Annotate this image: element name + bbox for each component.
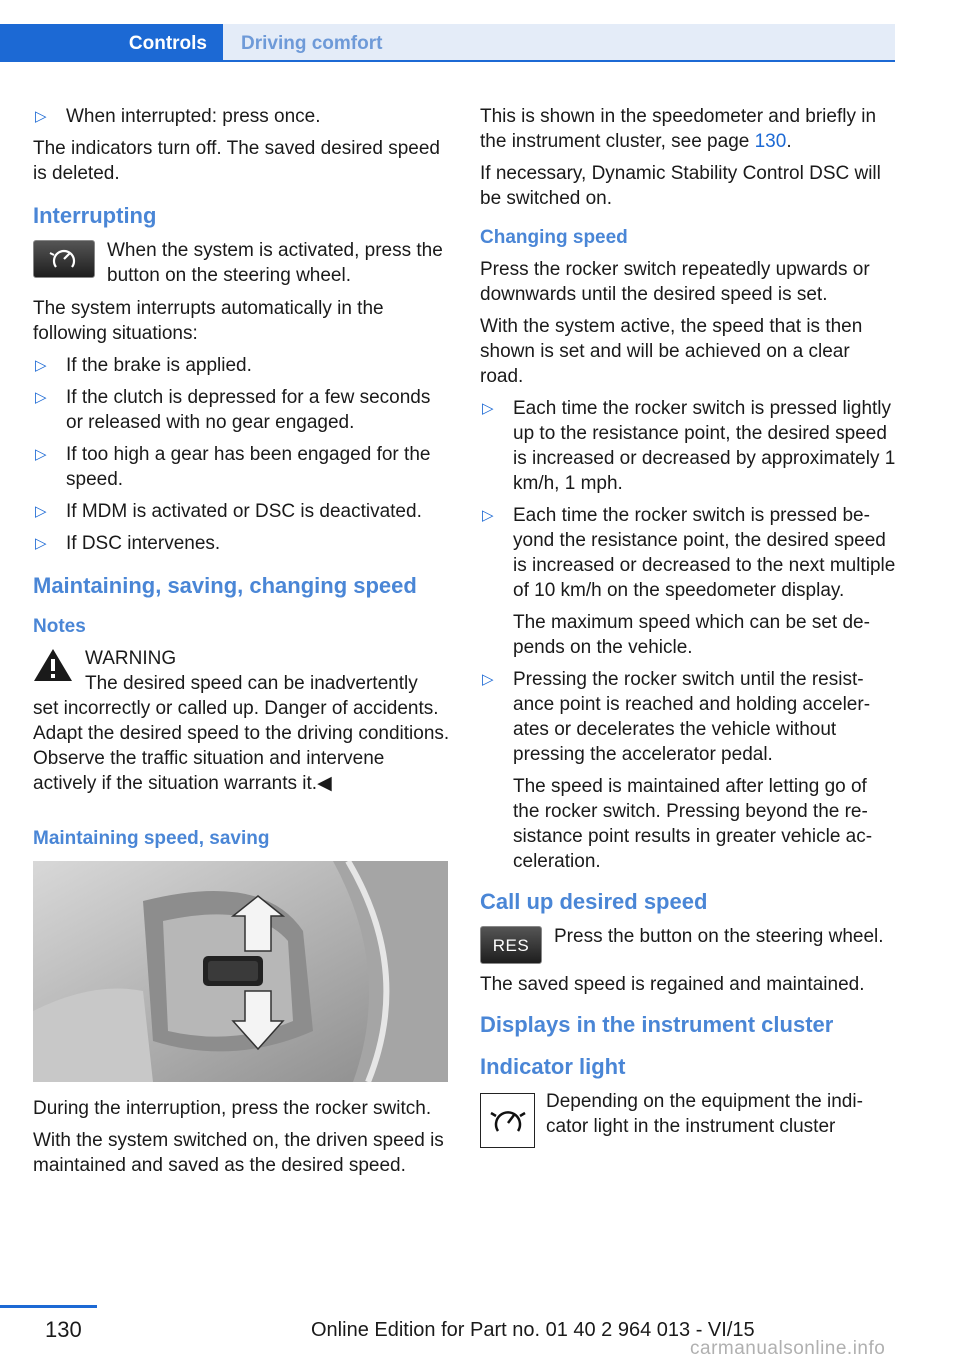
tab-controls[interactable]: Controls bbox=[0, 24, 223, 62]
cruise-indicator-light-icon bbox=[480, 1093, 535, 1148]
triangle-bullet-icon: ▷ bbox=[35, 389, 47, 406]
heading-indicator-light: Indicator light bbox=[480, 1054, 626, 1079]
steering-wheel-rocker-photo bbox=[33, 861, 448, 1082]
header-rule bbox=[0, 60, 895, 62]
paragraph: With the system active, the speed that is then shown is set and will be achieved on a clear road. bbox=[480, 316, 863, 387]
interrupt-bullets bbox=[33, 104, 451, 129]
list-item: ▷ When interrupted: press once. bbox=[35, 106, 321, 127]
warning-label: WARNING bbox=[85, 648, 177, 669]
triangle-bullet-icon: ▷ bbox=[35, 535, 47, 552]
list-item: ▷ Each time the rocker switch is pressed beyond the resistance point, the desired speed is increased or decreased to the next multiple of 10 km/h on the speedometer display. The maximum speed which can be set depends on the vehicle. bbox=[482, 505, 896, 658]
warning-first-line: The desired speed can be inadvertently bbox=[85, 673, 418, 694]
interrupt-instruction bbox=[33, 238, 451, 288]
paragraph: The system interrupts automatically in the following situations: bbox=[33, 298, 384, 344]
list-item: ▷ If MDM is activated or DSC is deactivated. bbox=[35, 501, 422, 522]
res-instruction bbox=[480, 924, 898, 964]
indicator-instruction bbox=[480, 1089, 898, 1148]
paragraph: During the interruption, press the rocker switch. bbox=[33, 1098, 432, 1119]
list-item: ▷ If DSC intervenes. bbox=[35, 533, 221, 554]
heading-notes: Notes bbox=[33, 616, 86, 637]
warning-block bbox=[33, 646, 451, 796]
page-link[interactable]: 130 bbox=[754, 131, 787, 152]
triangle-bullet-icon: ▷ bbox=[482, 671, 494, 688]
paragraph: The indicators turn off. The saved desired speed is deleted. bbox=[33, 138, 440, 184]
rocker-switch-list bbox=[480, 396, 898, 874]
page-header bbox=[0, 24, 895, 62]
heading-call-up-desired-speed: Call up desired speed bbox=[480, 889, 708, 914]
interrupt-icon-text: When the system is activated, press the button on the steering wheel. bbox=[107, 240, 443, 286]
heading-interrupting: Interrupting bbox=[33, 203, 157, 228]
triangle-bullet-icon: ▷ bbox=[35, 357, 47, 374]
list-item: ▷ If the brake is applied. bbox=[35, 355, 252, 376]
heading-displays: Displays in the instrument cluster bbox=[480, 1012, 834, 1037]
triangle-bullet-icon: ▷ bbox=[35, 503, 47, 520]
triangle-bullet-icon: ▷ bbox=[482, 400, 494, 417]
auto-interrupt-list bbox=[33, 353, 451, 556]
tab-driving-comfort[interactable]: Driving comfort bbox=[223, 24, 895, 62]
paragraph: This is shown in the speedometer and briefly in the instrument cluster, see page 130. bbox=[480, 106, 877, 152]
heading-maintaining: Maintaining, saving, changing speed bbox=[33, 573, 417, 598]
res-text: Press the button on the steering wheel. bbox=[554, 926, 884, 947]
list-item: ▷ Each time the rocker switch is pressed lightly up to the resistance point, the desired speed is increased or decreased by approximately 1 km/h, 1 mph. bbox=[482, 398, 896, 494]
left-column bbox=[33, 104, 451, 1185]
triangle-bullet-icon: ▷ bbox=[35, 446, 47, 463]
edition-text: Online Edition for Part no. 01 40 2 964 013 - VI/15 bbox=[311, 1319, 755, 1341]
warning-text: set incorrectly or called up. Danger of accidents. Adapt the desired speed to the driving conditions. Observe the traffic situation and intervene actively if the situation warrants it.◀ bbox=[33, 698, 450, 794]
right-column bbox=[480, 104, 898, 1156]
list-item: ▷ If too high a gear has been engaged for the speed. bbox=[35, 444, 431, 490]
indicator-text: Depending on the equipment the indicator light in the instrument cluster bbox=[546, 1091, 863, 1137]
warning-triangle-icon bbox=[33, 648, 73, 682]
heading-maintaining-saving: Maintaining speed, saving bbox=[33, 828, 270, 849]
footer-rule bbox=[0, 1305, 97, 1308]
paragraph: The saved speed is regained and maintained. bbox=[480, 974, 865, 995]
heading-changing-speed: Changing speed bbox=[480, 227, 628, 248]
list-item: ▷ Pressing the rocker switch until the resistance point is reached and holding accelerates or decelerates the vehicle without pressing the accelerator pedal. The speed is maintained after letting go of the rocker switch. Pressing beyond the resistance point results in greater vehicle acceleration. bbox=[482, 669, 873, 872]
triangle-bullet-icon: ▷ bbox=[35, 108, 47, 125]
res-button-icon: RES bbox=[480, 926, 542, 964]
triangle-bullet-icon: ▷ bbox=[482, 507, 494, 524]
paragraph: With the system switched on, the driven speed is maintained and saved as the desired speed. bbox=[33, 1130, 444, 1176]
watermark: carmanualsonline.info bbox=[690, 1338, 886, 1359]
page-number: 130 bbox=[45, 1317, 82, 1342]
paragraph: If necessary, Dynamic Stability Control DSC will be switched on. bbox=[480, 163, 881, 209]
cruise-control-button-icon bbox=[33, 240, 95, 278]
list-item: ▷ If the clutch is depressed for a few seconds or released with no gear engaged. bbox=[35, 387, 431, 433]
paragraph: Press the rocker switch repeatedly upwards or downwards until the desired speed is set. bbox=[480, 259, 870, 305]
